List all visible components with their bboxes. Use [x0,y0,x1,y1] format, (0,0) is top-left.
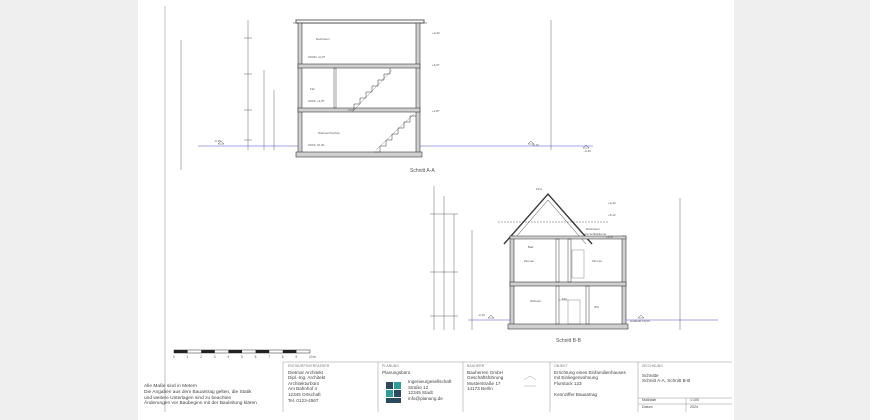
scale-bar [173,350,316,359]
svg-text:OKRD +6,07: OKRD +6,07 [308,55,326,59]
svg-text:-0,15: -0,15 [214,139,221,143]
svg-text:+9,43: +9,43 [432,31,440,35]
svg-text:-0,20: -0,20 [584,149,591,153]
column-line: Architekturbüro [288,380,320,386]
scale-tick-label: 2 [200,355,202,359]
note-line: Die Angaben aus dem Bauantrag gelten, die Statik [144,389,252,395]
column-line: Planungsbüro [382,369,411,375]
title-block-planning [382,364,451,402]
svg-text:-0,10: -0,10 [532,143,539,147]
svg-text:+8,12: +8,12 [608,213,616,217]
svg-text:Zimmer: Zimmer [592,259,603,263]
column-line: Kennziffer Bauantrag [554,392,598,398]
svg-text:WC: WC [594,305,599,309]
column-line: Schnitte [642,372,659,378]
column-line: Ingenieurgesellschaft [408,379,452,385]
column-line: 12345 Stadt [408,390,433,396]
column-line: 12345 Ortschaft [288,391,321,397]
column-header: PLANUNG [382,364,400,368]
field-date-label: Datum [642,405,653,409]
note-line: Änderungen vor Baubeginn mit der Bauleitung klären [144,401,257,407]
title-block-object [554,364,626,398]
scale-tick-label: 3 [213,355,216,359]
scale-tick-label: 4 [227,355,230,359]
section-a-a [181,20,593,170]
scale-tick-label: 7 [268,355,270,359]
column-line: Geschäftsführung [467,375,504,381]
svg-text:Zimmer: Zimmer [524,259,535,263]
scale-tick-label: 10 [309,355,313,359]
scale-tick-label: 8 [281,355,284,359]
note-line: und weitere Unterlagen sind zu beachten [144,395,232,401]
scale-tick-label: 0 [173,355,175,359]
column-header: OBJEKT [554,364,568,368]
note-line: Alle Maße sind in Metern [144,384,198,389]
svg-text:Flur: Flur [562,297,568,301]
svg-text:Dachraum: Dachraum [586,227,600,231]
field-scale-label: Maßstab [642,398,656,402]
svg-text:Gelände ±0,00: Gelände ±0,00 [630,319,650,323]
column-line: 14173 Berlin [467,386,493,392]
svg-text:Bad: Bad [528,245,534,249]
svg-text:Dachraum: Dachraum [316,37,330,41]
column-line: Dipl.-Ing. Architekt [288,375,326,381]
section-b-b-label: Schnitt B-B [556,338,582,344]
scale-tick-label: 1 [186,355,189,359]
column-line: Musterstraße 17 [467,380,501,386]
column-line: Dietmar Architekt [288,369,323,375]
svg-text:Flur: Flur [310,87,316,91]
svg-text:First: First [536,187,542,191]
drawing-notes [144,384,257,407]
scale-tick-label: 6 [254,355,257,359]
small-logo-mark [524,376,536,386]
title-block-architect [288,364,329,403]
svg-text:OKFF +2,87: OKFF +2,87 [308,99,325,103]
svg-text:wie Schlafräume: wie Schlafräume [584,232,607,236]
field-date-value: 2024 [690,405,698,409]
column-line: Schnitt A-A, Schnitt B-B [642,378,691,384]
column-line: Flurstück 123 [554,380,582,386]
svg-text:+6,07: +6,07 [432,63,440,67]
title-block-client [467,364,503,392]
column-line: mit Einliegerwohnung [554,375,598,381]
svg-text:Wohnen/Kochen: Wohnen/Kochen [318,131,341,135]
column-line: Am Bahnhof 4 [288,386,318,392]
svg-text:OKFF ±0,00: OKFF ±0,00 [308,143,325,147]
column-header: ZEICHNUNG [642,364,664,368]
column-header: BAUHERR [467,364,485,368]
drawing-sheet [138,0,734,420]
svg-text:+2,87: +2,87 [432,109,440,113]
column-line: Straße 12 [408,384,429,390]
field-scale-value: 1:100 [690,398,699,402]
column-line: info@planung.de [408,395,443,401]
title-block-drawing [642,364,690,384]
column-line: Errichtung eines Einfamilienhauses [554,369,626,375]
scale-tick-label: 5 [241,355,243,359]
section-a-a-label: Schnitt A-A [410,168,435,174]
svg-text:+9,43: +9,43 [608,201,616,205]
svg-text:+6,07: +6,07 [606,235,614,239]
architectural-drawing [138,0,734,420]
scale-tick-label: 9 [295,355,298,359]
column-header: ENTWURFSVERFASSER [288,364,330,368]
svg-text:Wohnen: Wohnen [530,299,542,303]
column-line: Tel. 0123-4567 [288,397,319,403]
column-line: Bauherren GmbH [467,369,504,375]
scale-unit-label: m [313,355,316,359]
section-b-b [430,186,718,330]
svg-text:-0,15: -0,15 [478,313,485,317]
